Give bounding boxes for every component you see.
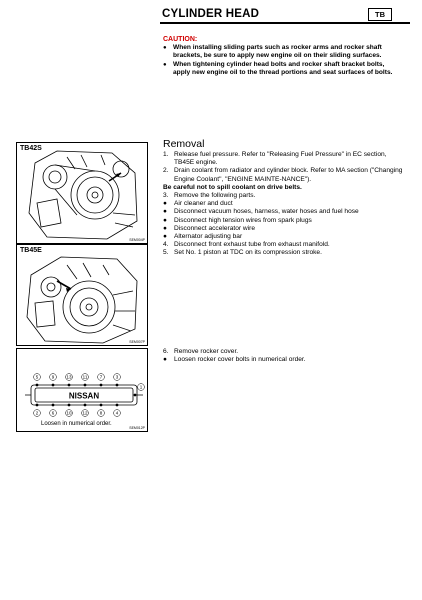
bolt-number: 5 — [35, 374, 39, 380]
step-item — [163, 167, 403, 183]
step-marker: 2. — [163, 167, 169, 175]
removal-steps — [163, 151, 403, 258]
step-marker: ● — [163, 200, 167, 208]
step-item — [163, 208, 403, 216]
step-item — [163, 233, 403, 241]
bolt-number: 12 — [82, 410, 88, 416]
step-marker: ● — [163, 356, 167, 364]
bolt-number: 8 — [99, 410, 103, 416]
figure-caption: Loosen in numerical order. — [41, 421, 112, 427]
bolt-number: 7 — [99, 374, 103, 380]
step-text: Release fuel pressure. Refer to "Releasing Fuel Pressure" in EC section, TB45E engine. — [174, 151, 387, 167]
step-text: Be careful not to spill coolant on drive belts. — [163, 183, 302, 191]
step-text: Alternator adjusting bar — [174, 233, 243, 241]
caution-item: ● When tightening cylinder head bolts and rocker shaft bracket bolts, apply new engine oil to the thread portions and seat surfaces of bolts. — [163, 61, 395, 78]
caution-item: ● When installing sliding parts such as rocker arms and rocker shaft brackets, be sure to apply new engine oil on their sliding surfaces. — [163, 44, 395, 61]
step-text: Set No. 1 piston at TDC on its compression stroke. — [174, 249, 322, 257]
bolt-number: 4 — [115, 410, 119, 416]
step-item — [163, 200, 403, 208]
bolt-number: 13 — [66, 374, 72, 380]
figure-rocker-cover — [16, 348, 148, 432]
bolt-number: 10 — [66, 410, 72, 416]
step-text: Remove the following parts. — [174, 192, 256, 200]
brand-logo-text: NISSAN — [68, 391, 100, 401]
step-text: Drain coolant from radiator and cylinder block. Refer to MA section ("Changing Engine Coolant", "ENGINE MAINTE-NANCE"). — [174, 167, 403, 183]
figure-label: TB42S — [20, 145, 42, 152]
bolt-number: 11 — [82, 374, 88, 380]
figure-code: SEM004P — [129, 238, 145, 242]
step-item — [163, 348, 403, 356]
step-text: Disconnect front exhaust tube from exhaust manifold. — [174, 241, 330, 249]
step-item — [163, 151, 403, 167]
bolt-number: 1 — [139, 384, 143, 390]
step-note — [163, 184, 403, 192]
step-item — [163, 192, 403, 200]
section-heading-removal: Removal — [163, 138, 205, 150]
header-rule — [160, 22, 410, 24]
page-title: CYLINDER HEAD — [162, 8, 260, 20]
figure-tb45e — [16, 244, 148, 346]
step-item — [163, 356, 403, 364]
step-item — [163, 225, 403, 233]
figure-code: SEM007P — [129, 340, 145, 344]
step-marker: ● — [163, 216, 167, 224]
engine-drawing-tb45e — [17, 245, 147, 345]
rocker-cover-drawing — [17, 349, 147, 431]
step-text: Disconnect accelerator wire — [174, 224, 255, 232]
step-marker: 5. — [163, 249, 169, 257]
bolt-number: 2 — [35, 410, 39, 416]
step-item — [163, 241, 403, 249]
step-marker: ● — [163, 208, 167, 216]
step-text: Disconnect vacuum hoses, harness, water hoses and fuel hose — [174, 208, 359, 216]
step-item — [163, 217, 403, 225]
step-marker: 1. — [163, 151, 169, 158]
section-code-badge: TB — [368, 8, 392, 21]
bolt-number: 6 — [51, 410, 55, 416]
bolt-number: 9 — [51, 374, 55, 380]
step-text: Loosen rocker cover bolts in numerical order. — [174, 356, 306, 364]
step-text: Disconnect high tension wires from spark plugs — [174, 216, 312, 224]
removal-steps-continued — [163, 348, 403, 364]
engine-drawing-tb42s — [17, 143, 147, 243]
step-marker: ● — [163, 233, 167, 241]
step-text: Air cleaner and duct — [174, 200, 233, 208]
bolt-number: 3 — [115, 374, 119, 380]
step-item — [163, 249, 403, 257]
caution-list — [163, 44, 395, 77]
caution-heading: CAUTION: — [163, 36, 198, 43]
figure-label: TB45E — [20, 247, 42, 254]
step-marker: ● — [163, 224, 167, 232]
figure-tb42s — [16, 142, 148, 244]
step-marker: 3. — [163, 192, 169, 200]
step-marker: 6. — [163, 348, 169, 355]
figure-code: SEM012P — [129, 426, 145, 430]
step-marker: 4. — [163, 241, 169, 249]
step-text: Remove rocker cover. — [174, 348, 239, 355]
